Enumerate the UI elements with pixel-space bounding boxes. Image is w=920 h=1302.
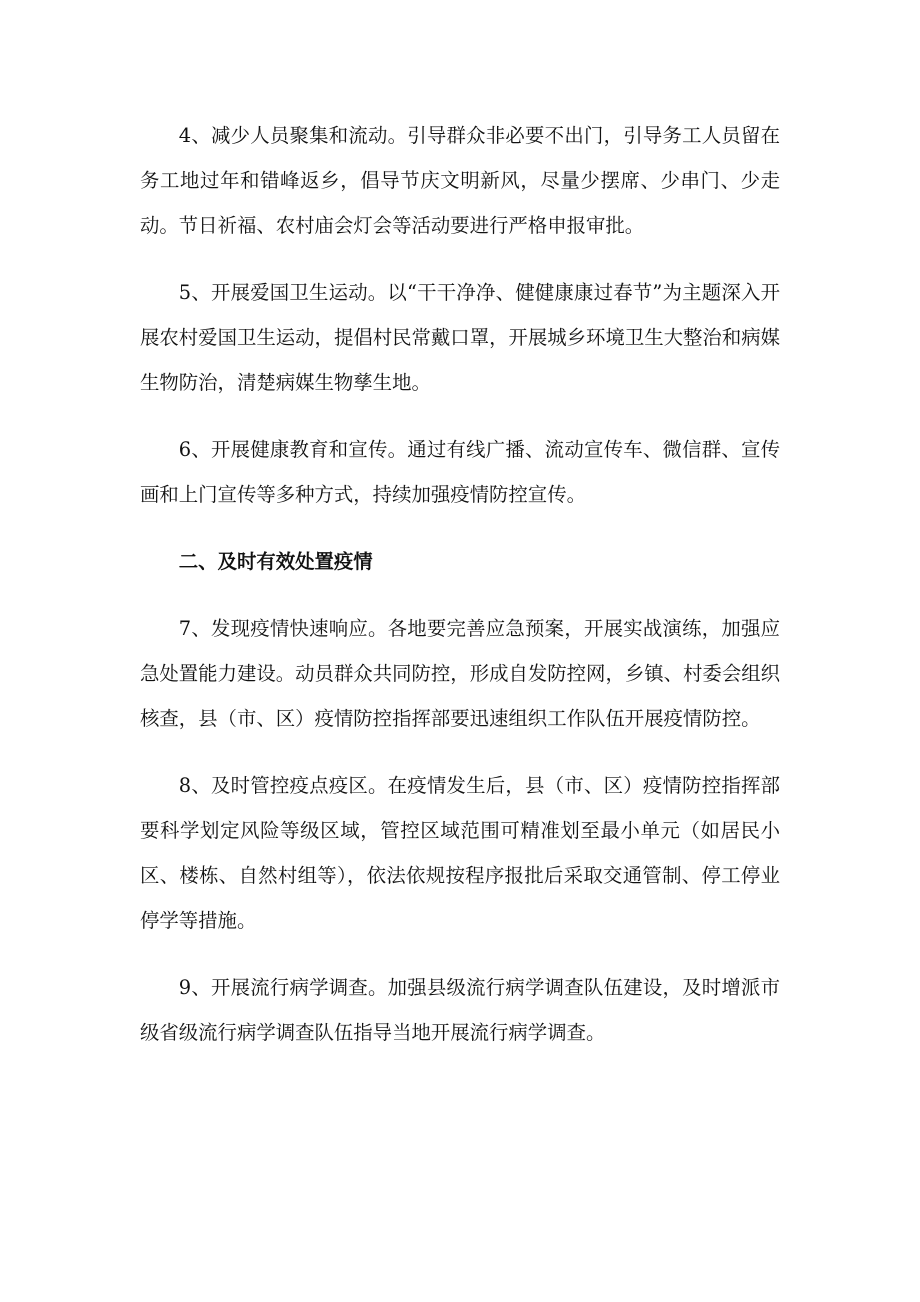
paragraph-gap (140, 517, 780, 539)
paragraph-gap (140, 943, 780, 965)
section-heading: 二、及时有效处置疫情 (178, 550, 373, 573)
paragraph-gap (140, 741, 780, 763)
paragraph-9: 9、开展流行病学调查。加强县级流行病学调查队伍建设，及时增派市级省级流行病学调查队伍指导当地开展流行病学调查。 (140, 976, 780, 1044)
paragraph-gap (140, 248, 780, 270)
document-body (140, 113, 780, 1055)
paragraph-gap (140, 584, 780, 606)
paragraph-8: 8、及时管控疫点疫区。在疫情发生后，县（市、区）疫情防控指挥部要科学划定风险等级区域，管控区域范围可精准划至最小单元（如居民小区、楼栋、自然村组等），依法依规按程序报批后采取交通管制、停工停业停学等措施。 (140, 774, 780, 932)
paragraph-7: 7、发现疫情快速响应。各地要完善应急预案，开展实战演练，加强应急处置能力建设。动员群众共同防控，形成自发防控网，乡镇、村委会组织核查，县（市、区）疫情防控指挥部要迅速组织工作队伍开展疫情防控。 (140, 617, 780, 730)
paragraph-4: 4、减少人员聚集和流动。引导群众非必要不出门，引导务工人员留在务工地过年和错峰返乡，倡导节庆文明新风，尽量少摆席、少串门、少走动。节日祈福、农村庙会灯会等活动要进行严格申报审批。 (140, 124, 780, 237)
paragraph-5: 5、开展爱国卫生运动。以“干干净净、健健康康过春节”为主题深入开展农村爱国卫生运动，提倡村民常戴口罩，开展城乡环境卫生大整治和病媒生物防治，清楚病媒生物孳生地。 (140, 281, 780, 394)
paragraph-gap (140, 405, 780, 427)
paragraph-6: 6、开展健康教育和宣传。通过有线广播、流动宣传车、微信群、宣传画和上门宣传等多种方式，持续加强疫情防控宣传。 (140, 438, 780, 506)
